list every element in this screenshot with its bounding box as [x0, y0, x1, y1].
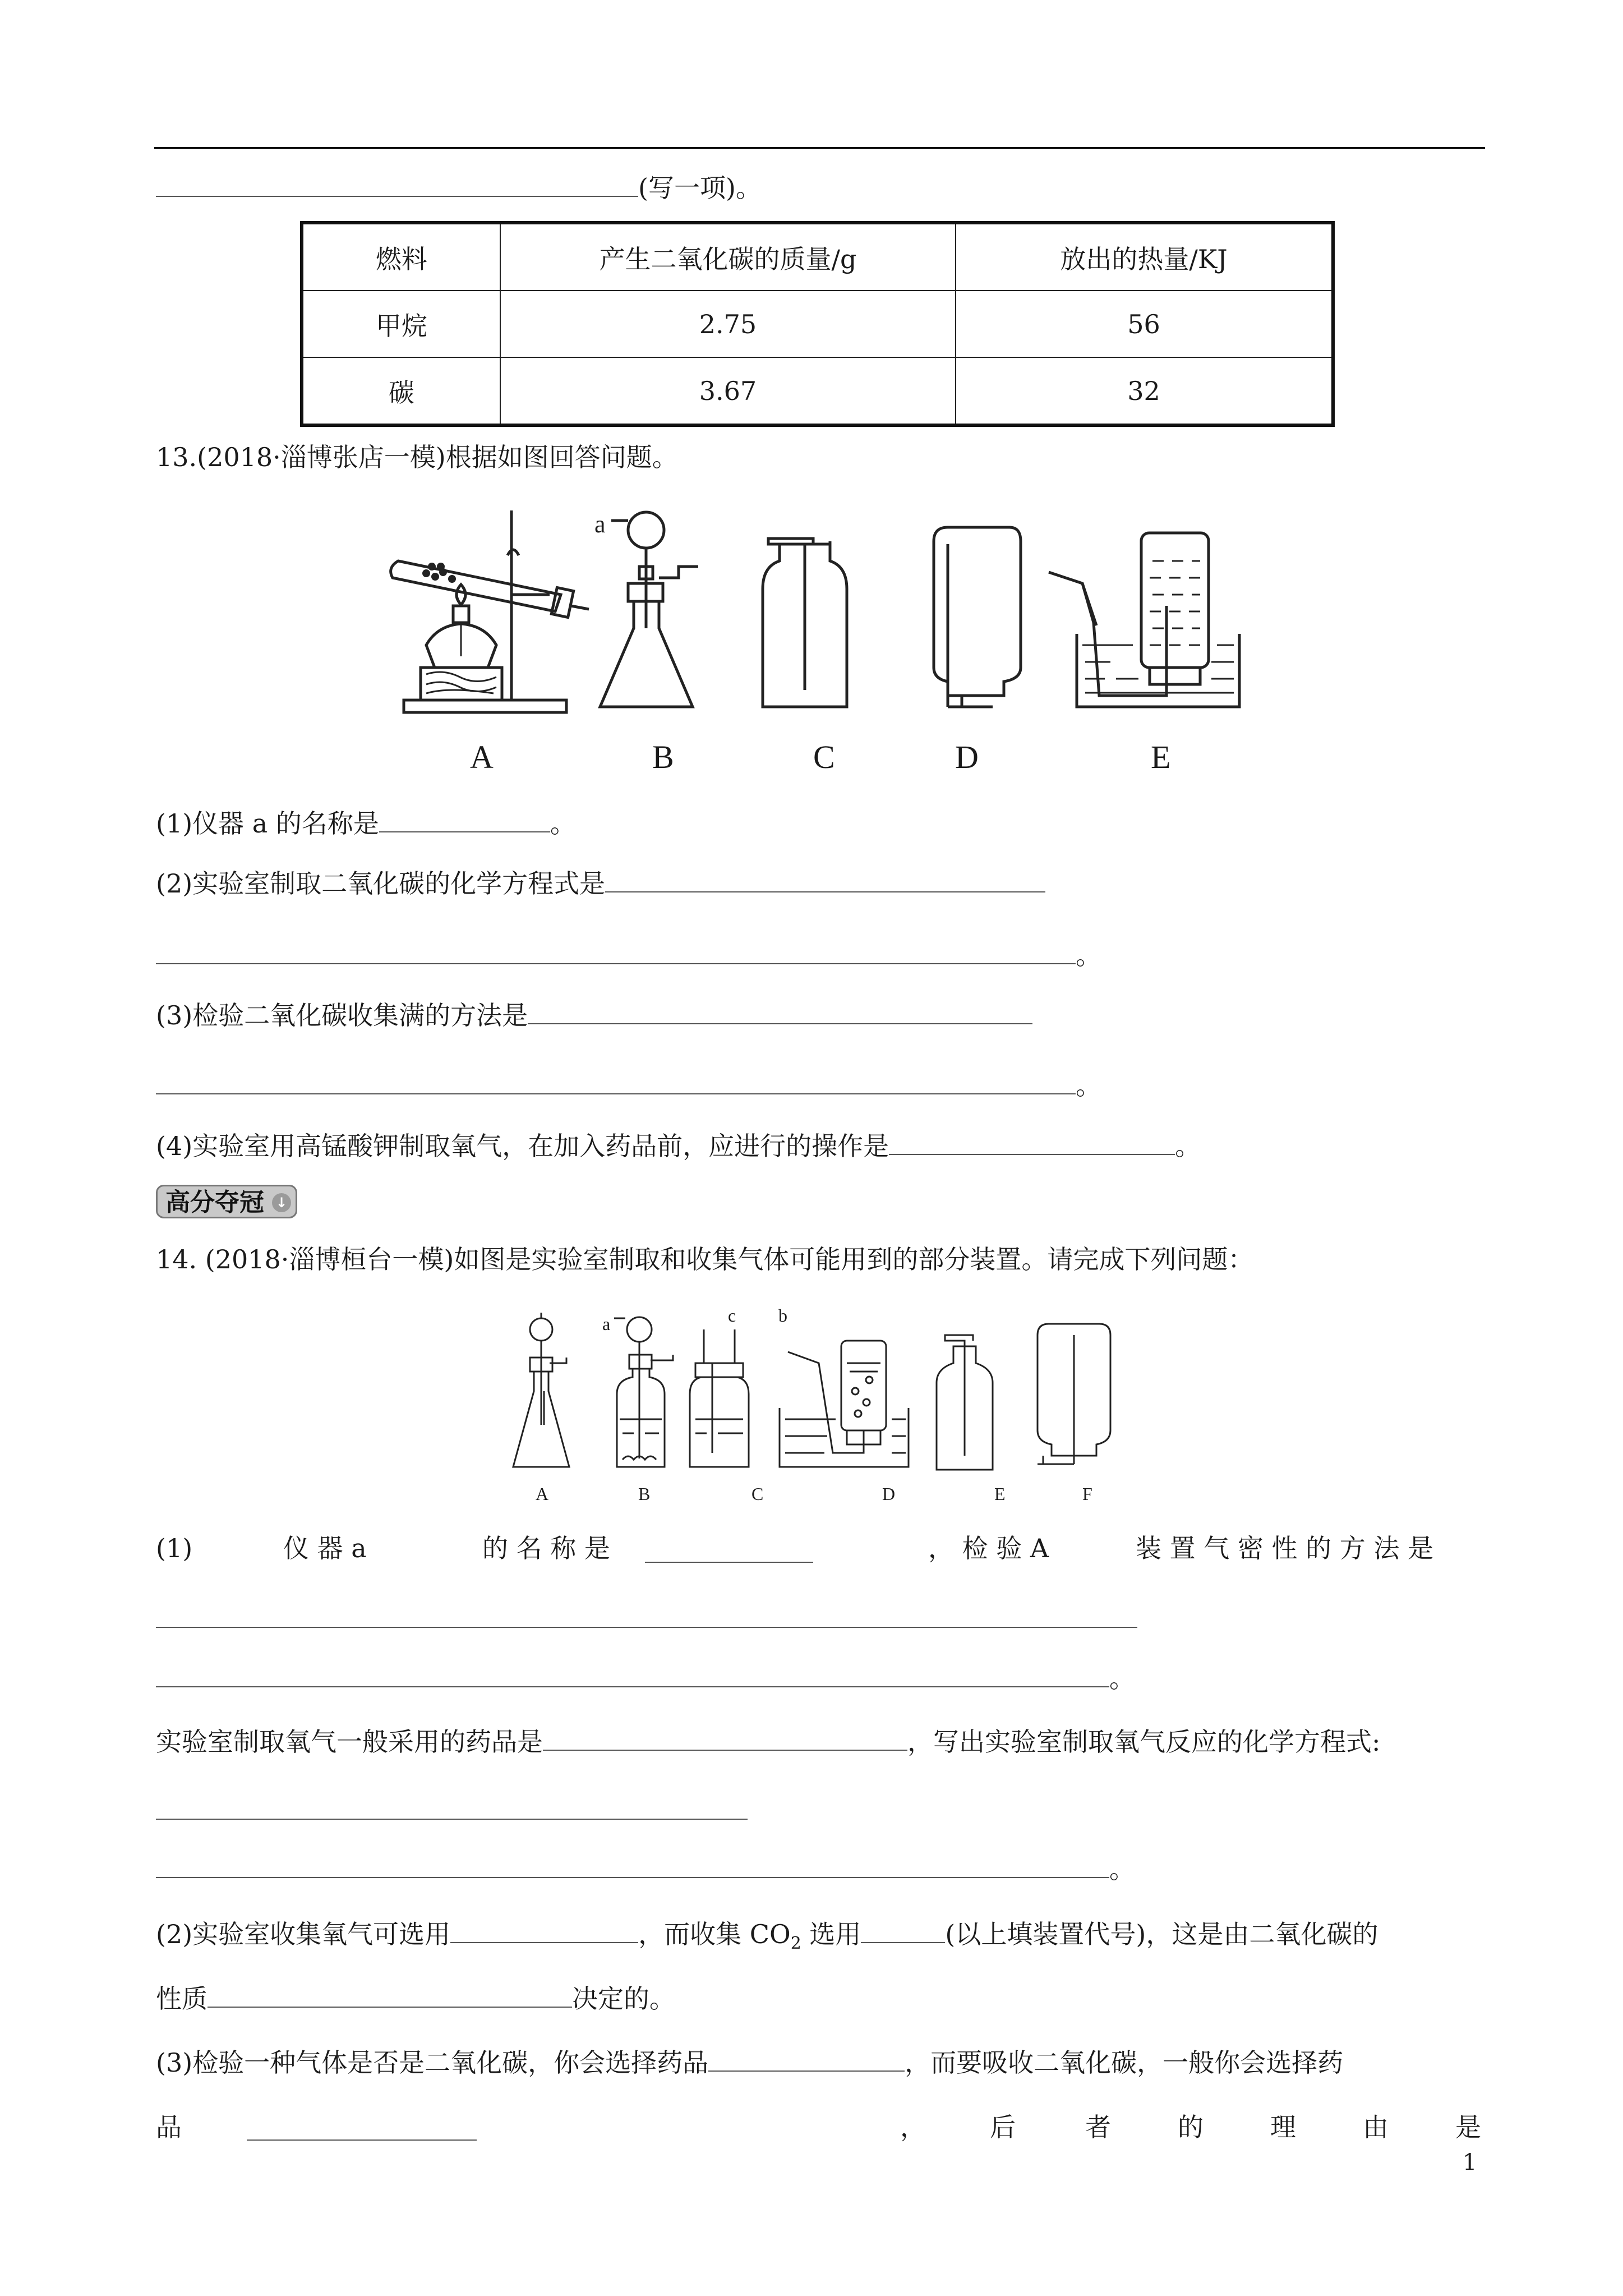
answer-blank[interactable]: [208, 1982, 572, 2008]
q13-apparatus-letter-a: a: [594, 510, 606, 538]
apparatus-f-inverted-bottle: [1038, 1324, 1110, 1464]
q14-part2: (2)实验室收集氧气可选用 ，而收集 $CO_2$ 选用 (以上填装置代号)，这是由二氧化碳的: [156, 1917, 1378, 1961]
q13-part4: (4)实验室用高锰酸钾制取氧气，在加入药品前，应进行的操作是 。: [156, 1129, 1201, 1163]
q14-p1-cont: 。: [156, 1662, 1135, 1695]
table-cell: 32: [956, 357, 1333, 425]
q13-apparatus-figure: [387, 499, 1262, 735]
figure-label: D: [955, 739, 979, 775]
q14-p1-w1: 仪 器 a: [283, 1533, 367, 1563]
table-row: [302, 291, 1333, 357]
apparatus-b-bottle-funnel: [614, 1317, 673, 1467]
table-row: [302, 357, 1333, 425]
answer-blank[interactable]: [156, 1626, 1137, 1628]
figure-label: E: [994, 1484, 1006, 1504]
table-header-row: [302, 223, 1333, 291]
q14-p3b-w1: 品: [156, 2112, 182, 2142]
q14-part2-cont: 性质 决定的。: [156, 1982, 675, 2016]
figure-label: B: [652, 739, 674, 775]
answer-blank[interactable]: [889, 1129, 1175, 1155]
q14-title: 14. (2018·淄博桓台一模)如图是实验室制取和收集气体可能用到的部分装置。请完成下列问题：: [156, 1244, 1254, 1274]
q14-oxygen-line: 实验室制取氧气一般采用的药品是 ，写出实验室制取氧气反应的化学方程式:: [156, 1725, 1381, 1759]
figure-label: E: [1151, 739, 1171, 775]
figure-label: A: [536, 1484, 549, 1504]
q14-apparatus-letter-b: b: [778, 1305, 787, 1326]
figure-label: B: [638, 1484, 651, 1504]
header-rule: [154, 147, 1485, 149]
fuel-table: [300, 221, 1335, 427]
answer-blank[interactable]: [156, 938, 1076, 964]
answer-blank[interactable]: [247, 2138, 477, 2141]
table-header-cell: 燃料: [302, 223, 500, 291]
q14-p1-w3: ， 检 验 A: [928, 1533, 1049, 1563]
high-score-badge: [156, 1185, 297, 1218]
figure-label: A: [470, 739, 494, 775]
answer-blank[interactable]: [450, 1917, 638, 1943]
q14-p1-num: (1): [156, 1533, 193, 1563]
table-cell: 碳: [302, 357, 500, 425]
apparatus-c-bottle: [763, 539, 847, 707]
answer-blank[interactable]: [861, 1917, 945, 1943]
answer-blank[interactable]: [528, 999, 1032, 1024]
table-cell: 56: [956, 291, 1333, 357]
q13-part2-cont: 。: [156, 938, 1101, 972]
q14-p3b-w7: 由: [1363, 2112, 1389, 2142]
answer-blank[interactable]: [605, 867, 1045, 892]
figure-label: F: [1082, 1484, 1092, 1504]
figure-label: D: [882, 1484, 896, 1504]
q14-p1-w4: 装 置 气 密 性 的 方 法 是: [1136, 1533, 1433, 1563]
answer-blank[interactable]: [156, 1852, 1109, 1878]
q14-apparatus-letter-a: a: [602, 1314, 611, 1334]
apparatus-d-water-trough: [780, 1341, 909, 1467]
q14-oxygen-cont: 。: [156, 1852, 1135, 1886]
apparatus-b-flask: [600, 512, 698, 707]
q13-title: 13.(2018·淄博张店一模)根据如图回答问题。: [156, 442, 678, 472]
table-header-cell: 放出的热量/KJ: [956, 223, 1333, 291]
answer-blank[interactable]: [156, 1662, 1109, 1687]
answer-blank[interactable]: [156, 1069, 1076, 1094]
table-cell: 甲烷: [302, 291, 500, 357]
answer-blank[interactable]: [645, 1561, 813, 1563]
q13-part2: (2)实验室制取二氧化碳的化学方程式是: [156, 867, 1045, 900]
page-number: 1: [1463, 2150, 1477, 2175]
q14-part3: (3)检验一种气体是否是二氧化碳，你会选择药品 ，而要吸收二氧化碳，一般你会选择药: [156, 2046, 1343, 2079]
answer-blank[interactable]: [708, 2046, 905, 2072]
apparatus-a-heating: [391, 510, 589, 712]
q13-part3-cont: 。: [156, 1069, 1101, 1102]
apparatus-e-water-trough: [1049, 533, 1239, 707]
apparatus-e-bottle: [937, 1335, 993, 1470]
table-cell: 3.67: [500, 357, 956, 425]
table-header-cell: 产生二氧化碳的质量/g: [500, 223, 956, 291]
table-intro-line: [156, 171, 762, 205]
figure-label: C: [751, 1484, 764, 1504]
q14-p3b-w6: 理: [1270, 2112, 1296, 2142]
answer-blank[interactable]: [156, 171, 638, 197]
q13-part3: (3)检验二氧化碳收集满的方法是: [156, 999, 1032, 1032]
q14-apparatus-letter-c: c: [728, 1305, 736, 1326]
q14-apparatus-figure: [505, 1307, 1138, 1481]
answer-blank[interactable]: [379, 807, 550, 832]
badge-label: 高分夺冠: [165, 1188, 264, 1217]
q14-p3b-w5: 的: [1178, 2112, 1204, 2142]
apparatus-d-inverted-bottle: [934, 527, 1021, 707]
q14-p3b-w4: 者: [1085, 2112, 1111, 2142]
q13-part1: (1)仪器 a 的名称是 。: [156, 807, 576, 840]
down-arrow-icon: ↓: [272, 1193, 291, 1212]
answer-blank[interactable]: [156, 1818, 748, 1820]
q14-p3b-w8: 是: [1455, 2112, 1481, 2142]
apparatus-a-conical-flask: [513, 1313, 569, 1467]
figure-label: C: [813, 739, 835, 775]
table-cell: 2.75: [500, 291, 956, 357]
apparatus-c-wash-bottle: [690, 1329, 749, 1467]
table-intro-suffix: (写一项)。: [638, 173, 762, 203]
q14-p3b-w3: 后: [990, 2112, 1016, 2142]
answer-blank[interactable]: [543, 1725, 907, 1751]
q14-p3b-w2: ，: [900, 2112, 926, 2142]
q14-p1-w2: 的 名 称 是: [482, 1533, 610, 1563]
